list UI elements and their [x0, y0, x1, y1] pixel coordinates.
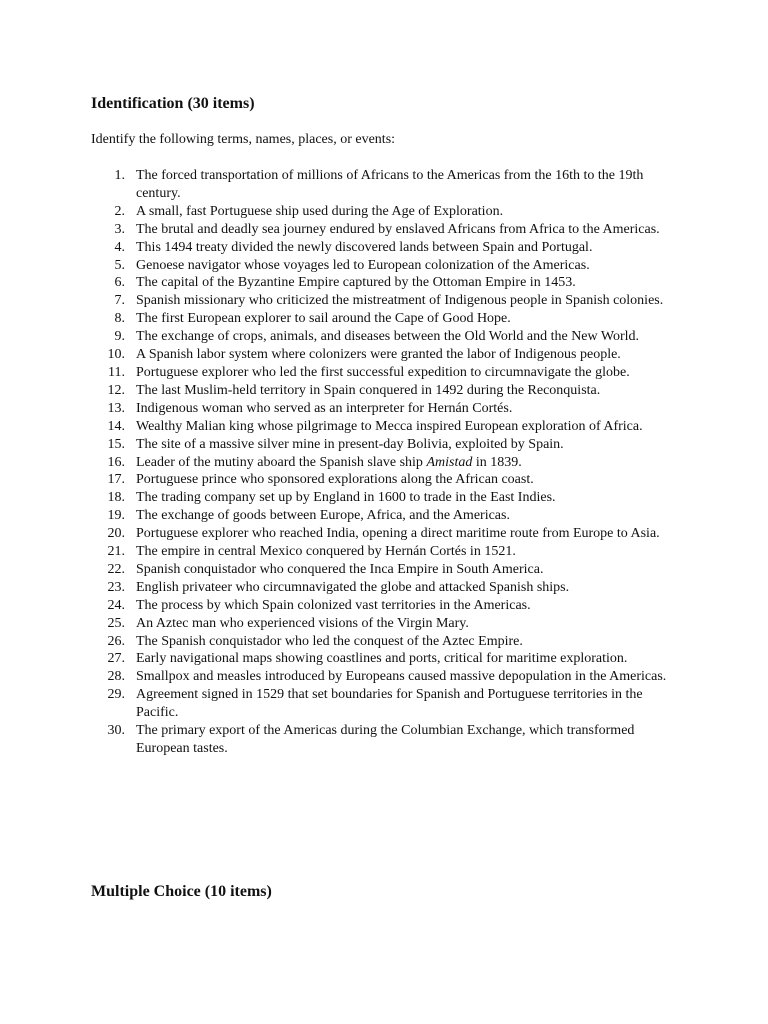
item-text: The process by which Spain colonized vast territories in the Americas.: [136, 597, 531, 613]
item-number: 21.: [107, 544, 125, 560]
list-item: [91, 597, 681, 615]
item-text: Wealthy Malian king whose pilgrimage to Mecca inspired European exploration of Africa.: [136, 418, 643, 434]
list-item: [91, 543, 681, 561]
item-text: The site of a massive silver mine in present-day Bolivia, exploited by Spain.: [136, 436, 564, 452]
list-item: [91, 507, 681, 525]
item-number: 29.: [107, 687, 125, 703]
list-item: [91, 489, 681, 507]
list-item: [91, 633, 681, 651]
item-number: 2.: [114, 203, 125, 219]
list-item: [91, 257, 681, 275]
item-text: The primary export of the Americas during the Columbian Exchange, which transformed European tastes.: [136, 723, 635, 756]
item-text-before: Leader of the mutiny aboard the Spanish slave ship: [136, 454, 427, 470]
section-intro: Identify the following terms, names, places, or events:: [91, 132, 396, 147]
item-text: Indigenous woman who served as an interpreter for Hernán Cortés.: [136, 400, 513, 416]
item-text-after: in 1839.: [472, 454, 522, 470]
item-number: 15.: [107, 436, 125, 452]
item-number: 4.: [114, 239, 125, 255]
item-text: A small, fast Portuguese ship used during the Age of Exploration.: [136, 203, 504, 219]
item-number: 1.: [114, 168, 125, 183]
list-item: [91, 454, 681, 472]
item-text: The Spanish conquistador who led the conquest of the Aztec Empire.: [136, 633, 523, 649]
list-item: [91, 346, 681, 364]
identification-list: [91, 167, 681, 758]
section-heading-multiple-choice: Multiple Choice (10 items): [91, 883, 272, 900]
item-number: 3.: [114, 221, 125, 237]
item-number: 5.: [114, 257, 125, 273]
list-item: [91, 310, 681, 328]
item-number: 9.: [114, 329, 125, 345]
item-text: The forced transportation of millions of Africans to the Americas from the 16th to the 19th century.: [136, 168, 644, 201]
item-text: Genoese navigator whose voyages led to European colonization of the Americas.: [136, 257, 590, 273]
item-number: 7.: [114, 293, 125, 309]
item-number: 27.: [107, 651, 125, 667]
list-item: [91, 650, 681, 668]
list-item: [91, 221, 681, 239]
list-item: [91, 615, 681, 633]
item-number: 23.: [107, 579, 125, 595]
item-number: 13.: [107, 400, 125, 416]
list-item: [91, 382, 681, 400]
list-item: [91, 292, 681, 310]
list-item: [91, 436, 681, 454]
item-number: 12.: [107, 382, 125, 398]
section-heading-identification: Identification (30 items): [91, 95, 255, 112]
item-text: The trading company set up by England in 1600 to trade in the East Indies.: [136, 490, 556, 506]
item-number: 19.: [107, 508, 125, 524]
item-text: An Aztec man who experienced visions of the Virgin Mary.: [136, 615, 469, 631]
list-item: [91, 722, 681, 758]
list-item: [91, 579, 681, 597]
item-number: 20.: [107, 526, 125, 542]
item-number: 25.: [107, 615, 125, 631]
item-number: 16.: [107, 454, 125, 470]
item-text: Portuguese explorer who led the first successful expedition to circumnavigate the globe.: [136, 364, 630, 380]
item-number: 17.: [107, 472, 125, 488]
list-item: [91, 274, 681, 292]
list-item: [91, 668, 681, 686]
list-item: [91, 167, 681, 203]
list-item: [91, 239, 681, 257]
list-item: [91, 561, 681, 579]
item-text: The exchange of crops, animals, and diseases between the Old World and the New World.: [136, 329, 640, 345]
item-number: 8.: [114, 311, 125, 327]
item-number: 22.: [107, 561, 125, 577]
item-text: The first European explorer to sail around the Cape of Good Hope.: [136, 311, 511, 327]
list-item: [91, 203, 681, 221]
item-text: The empire in central Mexico conquered by Hernán Cortés in 1521.: [136, 544, 516, 560]
item-text: Portuguese prince who sponsored explorations along the African coast.: [136, 472, 534, 488]
item-text: Portuguese explorer who reached India, opening a direct maritime route from Europe to Asia.: [136, 526, 660, 542]
list-item: [91, 525, 681, 543]
item-text: Smallpox and measles introduced by Europeans caused massive depopulation in the Americas.: [136, 669, 667, 685]
item-number: 28.: [107, 669, 125, 685]
item-text: The brutal and deadly sea journey endured by enslaved Africans from Africa to the Americas.: [136, 221, 660, 237]
item-number: 18.: [107, 490, 125, 506]
item-number: 10.: [107, 347, 125, 363]
item-text: Spanish missionary who criticized the mistreatment of Indigenous people in Spanish colonies.: [136, 293, 664, 309]
item-number: 26.: [107, 633, 125, 649]
item-number: 11.: [108, 364, 125, 380]
item-text: The exchange of goods between Europe, Africa, and the Americas.: [136, 508, 510, 524]
item-text: Agreement signed in 1529 that set boundaries for Spanish and Portuguese territories in the Pacific.: [136, 687, 643, 721]
list-item: [91, 328, 681, 346]
list-item: [91, 364, 681, 382]
item-number: 24.: [107, 597, 125, 613]
item-number: 14.: [107, 418, 125, 434]
item-text: This 1494 treaty divided the newly discovered lands between Spain and Portugal.: [136, 239, 593, 255]
ship-name-italic: Amistad: [426, 454, 473, 470]
item-text: Spanish conquistador who conquered the Inca Empire in South America.: [136, 561, 544, 577]
list-item: [91, 400, 681, 418]
item-number: 30.: [107, 723, 125, 739]
item-text: The last Muslim-held territory in Spain conquered in 1492 during the Reconquista.: [136, 382, 601, 398]
list-item: [91, 418, 681, 436]
item-text: Early navigational maps showing coastlines and ports, critical for maritime exploration.: [136, 651, 628, 667]
list-item: [91, 471, 681, 489]
item-number: 6.: [114, 275, 125, 291]
list-item: [91, 686, 681, 722]
item-text: English privateer who circumnavigated the globe and attacked Spanish ships.: [136, 579, 570, 595]
item-text: The capital of the Byzantine Empire captured by the Ottoman Empire in 1453.: [136, 275, 576, 291]
item-text: A Spanish labor system where colonizers were granted the labor of Indigenous people.: [136, 347, 621, 363]
